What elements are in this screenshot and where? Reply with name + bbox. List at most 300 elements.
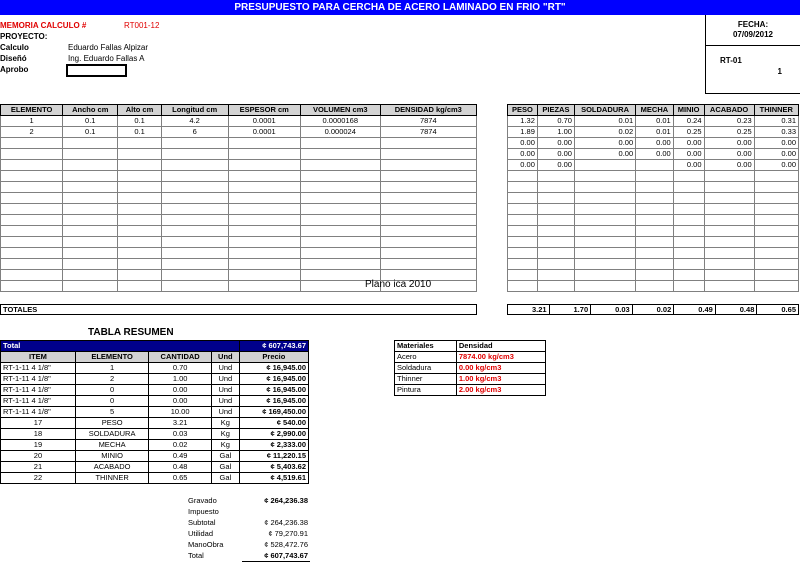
- empty-cell[interactable]: [704, 182, 754, 193]
- empty-cell[interactable]: [300, 226, 380, 237]
- table-cell: 0.00: [754, 160, 798, 171]
- empty-cell[interactable]: [704, 248, 754, 259]
- empty-cell[interactable]: [754, 270, 798, 281]
- table-row: [1, 127, 477, 138]
- empty-cell[interactable]: [161, 149, 228, 160]
- fecha-value: 07/09/2012: [732, 30, 774, 39]
- empty-cell[interactable]: [161, 171, 228, 182]
- table-row: [1, 462, 309, 473]
- table-cell: 0.00: [704, 160, 754, 171]
- empty-cell[interactable]: [380, 259, 476, 270]
- col-header: MECHA: [636, 105, 674, 116]
- table-cell: 0.00: [704, 138, 754, 149]
- empty-cell[interactable]: [754, 182, 798, 193]
- empty-cell[interactable]: [1, 237, 63, 248]
- empty-cell[interactable]: [380, 182, 476, 193]
- empty-cell[interactable]: [161, 259, 228, 270]
- empty-cell[interactable]: [380, 149, 476, 160]
- empty-cell[interactable]: [673, 226, 704, 237]
- empty-cell[interactable]: [508, 215, 538, 226]
- empty-cell[interactable]: [574, 248, 635, 259]
- empty-cell[interactable]: [63, 193, 118, 204]
- empty-cell[interactable]: [1, 248, 63, 259]
- empty-cell[interactable]: [161, 270, 228, 281]
- empty-cell[interactable]: [63, 171, 118, 182]
- empty-cell[interactable]: [161, 248, 228, 259]
- empty-cell[interactable]: [118, 149, 161, 160]
- table-cell: 0.00: [537, 160, 574, 171]
- table-row: [1, 374, 309, 385]
- empty-cell[interactable]: [161, 204, 228, 215]
- empty-cell[interactable]: [754, 193, 798, 204]
- empty-cell[interactable]: [574, 281, 635, 292]
- table-cell: 0.00: [673, 149, 704, 160]
- table-cell: 19: [1, 440, 76, 451]
- resumen-total-value: ¢ 607,743.67: [239, 341, 308, 352]
- material-density: 2.00 kg/cm3: [456, 385, 545, 396]
- totales-label: TOTALES: [1, 305, 477, 315]
- empty-cell[interactable]: [228, 149, 300, 160]
- selected-cell[interactable]: [66, 64, 127, 77]
- empty-cell[interactable]: [161, 193, 228, 204]
- table-row: [508, 138, 799, 149]
- empty-cell[interactable]: [508, 259, 538, 270]
- empty-cell[interactable]: [161, 182, 228, 193]
- empty-cell[interactable]: [228, 270, 300, 281]
- empty-cell[interactable]: [300, 182, 380, 193]
- material-density: 1.00 kg/cm3: [456, 374, 545, 385]
- table-cell: THINNER: [75, 473, 148, 484]
- empty-cell[interactable]: [228, 204, 300, 215]
- empty-cell[interactable]: [300, 204, 380, 215]
- footer-value: ¢ 607,743.67: [242, 550, 310, 562]
- table-row: [508, 248, 799, 259]
- empty-cell[interactable]: [704, 204, 754, 215]
- empty-cell[interactable]: [1, 160, 63, 171]
- col-header: CANTIDAD: [149, 352, 212, 363]
- table-row: [1, 193, 477, 204]
- resumen-title: TABLA RESUMEN: [88, 327, 174, 338]
- empty-cell[interactable]: [228, 248, 300, 259]
- empty-cell[interactable]: [118, 226, 161, 237]
- empty-cell[interactable]: [380, 193, 476, 204]
- material-density: 7874.00 kg/cm3: [456, 352, 545, 363]
- empty-cell[interactable]: [118, 171, 161, 182]
- table-cell: 0.49: [149, 451, 212, 462]
- table-cell: SOLDADURA: [75, 429, 148, 440]
- table-cell: 0.0001: [228, 127, 300, 138]
- table-cell: RT-1-11 4 1/8": [1, 363, 76, 374]
- table-row: [395, 385, 546, 396]
- empty-cell[interactable]: [300, 248, 380, 259]
- table-cell: 4.2: [161, 116, 228, 127]
- empty-cell[interactable]: [636, 259, 674, 270]
- empty-cell[interactable]: [754, 281, 798, 292]
- empty-cell[interactable]: [118, 248, 161, 259]
- empty-cell[interactable]: [636, 171, 674, 182]
- table-cell: 2: [1, 127, 63, 138]
- memoria-label: MEMORIA CALCULO #: [0, 21, 87, 30]
- material-calc-table: [507, 104, 799, 292]
- table-cell: 0: [75, 385, 148, 396]
- table-row: [1, 248, 477, 259]
- col-header: ELEMENTO: [75, 352, 148, 363]
- empty-cell[interactable]: [574, 270, 635, 281]
- table-cell: RT-1-11 4 1/8": [1, 374, 76, 385]
- empty-cell[interactable]: [673, 215, 704, 226]
- empty-cell[interactable]: [537, 182, 574, 193]
- table-cell: 18: [1, 429, 76, 440]
- table-row: [1, 182, 477, 193]
- footer-label: Subtotal: [188, 518, 216, 527]
- empty-cell[interactable]: [1, 259, 63, 270]
- table-cell: 20: [1, 451, 76, 462]
- footer-row: [186, 495, 310, 506]
- empty-cell[interactable]: [63, 259, 118, 270]
- empty-cell[interactable]: [1, 138, 63, 149]
- empty-cell[interactable]: [508, 226, 538, 237]
- empty-cell[interactable]: [161, 138, 228, 149]
- empty-cell[interactable]: [380, 248, 476, 259]
- sheet-title: PRESUPUESTO PARA CERCHA DE ACERO LAMINADO EN FRIO "RT": [0, 0, 800, 15]
- empty-cell[interactable]: [380, 160, 476, 171]
- table-row: [1, 215, 477, 226]
- table-cell: 0.24: [673, 116, 704, 127]
- table-cell: 0.01: [636, 127, 674, 138]
- table-cell: 0.000024: [300, 127, 380, 138]
- empty-cell[interactable]: [1, 182, 63, 193]
- empty-cell[interactable]: [63, 204, 118, 215]
- table-cell: MINIO: [75, 451, 148, 462]
- empty-cell[interactable]: [574, 259, 635, 270]
- calculo-value: Eduardo Fallas Alpizar: [68, 43, 149, 52]
- empty-cell[interactable]: [754, 226, 798, 237]
- table-cell: 0.31: [754, 116, 798, 127]
- empty-cell[interactable]: [673, 182, 704, 193]
- empty-cell[interactable]: [537, 171, 574, 182]
- empty-cell[interactable]: [508, 182, 538, 193]
- table-cell: 0.65: [149, 473, 212, 484]
- table-cell: 1.89: [508, 127, 538, 138]
- table-row: [1, 149, 477, 160]
- empty-cell[interactable]: [1, 215, 63, 226]
- empty-cell[interactable]: [300, 237, 380, 248]
- table-cell: 0.00: [673, 160, 704, 171]
- empty-cell[interactable]: [161, 226, 228, 237]
- empty-cell[interactable]: [228, 138, 300, 149]
- empty-cell[interactable]: [704, 237, 754, 248]
- empty-cell[interactable]: [508, 171, 538, 182]
- table-row: [508, 182, 799, 193]
- col-header: Und: [211, 352, 239, 363]
- table-cell: 1.00: [537, 127, 574, 138]
- table-row: [1, 116, 477, 127]
- empty-cell[interactable]: [300, 259, 380, 270]
- table-cell: Und: [211, 363, 239, 374]
- empty-cell[interactable]: [118, 204, 161, 215]
- material-name: Thinner: [395, 374, 457, 385]
- table-cell: 0.00: [537, 138, 574, 149]
- empty-cell[interactable]: [574, 215, 635, 226]
- empty-cell[interactable]: [161, 160, 228, 171]
- table-cell: ¢ 169,450.00: [239, 407, 308, 418]
- empty-cell[interactable]: [380, 204, 476, 215]
- empty-cell[interactable]: [574, 226, 635, 237]
- table-cell: Kg: [211, 440, 239, 451]
- table-cell: ¢ 540.00: [239, 418, 308, 429]
- aprobo-label: Aprobo: [0, 65, 29, 74]
- col-header: PESO: [508, 105, 538, 116]
- empty-cell[interactable]: [161, 237, 228, 248]
- empty-cell[interactable]: [636, 281, 674, 292]
- col-header: PIEZAS: [537, 105, 574, 116]
- empty-cell[interactable]: [673, 281, 704, 292]
- table-cell: 0.1: [118, 116, 161, 127]
- empty-cell[interactable]: [673, 171, 704, 182]
- table-cell: 0.02: [574, 127, 635, 138]
- empty-cell[interactable]: [754, 215, 798, 226]
- empty-cell[interactable]: [63, 226, 118, 237]
- table-cell: 0.02: [149, 440, 212, 451]
- table-row: [1, 418, 309, 429]
- footer-label: Gravado: [188, 496, 217, 505]
- table-cell: 0.48: [149, 462, 212, 473]
- table-row: [508, 270, 799, 281]
- empty-cell[interactable]: [118, 259, 161, 270]
- empty-cell[interactable]: [673, 237, 704, 248]
- empty-cell[interactable]: [380, 171, 476, 182]
- table-row: [508, 171, 799, 182]
- empty-cell[interactable]: [574, 204, 635, 215]
- empty-cell[interactable]: [537, 270, 574, 281]
- empty-cell[interactable]: [704, 215, 754, 226]
- table-cell: 0.1: [118, 127, 161, 138]
- empty-cell[interactable]: [636, 248, 674, 259]
- empty-cell[interactable]: [574, 171, 635, 182]
- material-name: Acero: [395, 352, 457, 363]
- table-row: [1, 259, 477, 270]
- empty-cell[interactable]: [673, 270, 704, 281]
- empty-cell[interactable]: [1, 171, 63, 182]
- table-cell: ¢ 2,990.00: [239, 429, 308, 440]
- empty-cell[interactable]: [754, 237, 798, 248]
- empty-cell[interactable]: [118, 193, 161, 204]
- empty-cell[interactable]: [228, 259, 300, 270]
- empty-cell[interactable]: [118, 281, 161, 292]
- empty-cell[interactable]: [636, 226, 674, 237]
- empty-cell[interactable]: [228, 193, 300, 204]
- empty-cell[interactable]: [537, 248, 574, 259]
- table-cell: RT-1-11 4 1/8": [1, 396, 76, 407]
- empty-cell[interactable]: [537, 281, 574, 292]
- empty-cell[interactable]: [118, 182, 161, 193]
- col-header: Materiales: [395, 341, 457, 352]
- footer-value: ¢ 264,236.38: [264, 518, 308, 527]
- empty-cell[interactable]: [1, 149, 63, 160]
- table-cell: Gal: [211, 451, 239, 462]
- empty-cell[interactable]: [673, 193, 704, 204]
- table-cell: 0.25: [673, 127, 704, 138]
- table-cell: RT-1-11 4 1/8": [1, 407, 76, 418]
- table-cell: MECHA: [75, 440, 148, 451]
- empty-cell[interactable]: [754, 204, 798, 215]
- col-header: MINIO: [673, 105, 704, 116]
- empty-cell[interactable]: [1, 204, 63, 215]
- table-cell: 1: [1, 116, 63, 127]
- footer-value: ¢ 264,236.38: [264, 496, 308, 505]
- table-row: [508, 259, 799, 270]
- empty-cell[interactable]: [63, 281, 118, 292]
- table-row: [508, 215, 799, 226]
- footer-label: ManoObra: [188, 540, 224, 549]
- col-header: THINNER: [754, 105, 798, 116]
- empty-cell[interactable]: [118, 138, 161, 149]
- empty-cell[interactable]: [63, 237, 118, 248]
- empty-cell[interactable]: [754, 248, 798, 259]
- empty-cell[interactable]: [704, 259, 754, 270]
- empty-cell[interactable]: [300, 149, 380, 160]
- empty-cell[interactable]: [300, 193, 380, 204]
- empty-cell[interactable]: [63, 138, 118, 149]
- table-row: [508, 116, 799, 127]
- empty-cell[interactable]: [380, 215, 476, 226]
- empty-cell[interactable]: [704, 270, 754, 281]
- table-cell: ¢ 16,945.00: [239, 363, 308, 374]
- empty-cell[interactable]: [636, 193, 674, 204]
- empty-cell[interactable]: [754, 171, 798, 182]
- empty-cell[interactable]: [508, 237, 538, 248]
- empty-cell[interactable]: [754, 259, 798, 270]
- empty-cell[interactable]: [636, 237, 674, 248]
- empty-cell[interactable]: [508, 248, 538, 259]
- empty-cell[interactable]: [228, 237, 300, 248]
- table-cell: 0.00: [673, 138, 704, 149]
- empty-cell[interactable]: [300, 138, 380, 149]
- empty-cell[interactable]: [228, 160, 300, 171]
- empty-cell[interactable]: [161, 281, 228, 292]
- empty-cell[interactable]: [673, 248, 704, 259]
- col-header: ESPESOR cm: [228, 105, 300, 116]
- empty-cell[interactable]: [63, 270, 118, 281]
- table-cell: 0: [75, 396, 148, 407]
- empty-cell[interactable]: [574, 182, 635, 193]
- empty-cell[interactable]: [636, 215, 674, 226]
- empty-cell[interactable]: [228, 182, 300, 193]
- table-cell: Kg: [211, 429, 239, 440]
- empty-cell[interactable]: [636, 270, 674, 281]
- empty-cell[interactable]: [228, 226, 300, 237]
- empty-cell[interactable]: [228, 281, 300, 292]
- empty-cell[interactable]: [537, 237, 574, 248]
- table-cell: 5: [75, 407, 148, 418]
- empty-cell[interactable]: [63, 215, 118, 226]
- empty-cell[interactable]: [1, 270, 63, 281]
- footer-label: Total: [188, 551, 204, 561]
- empty-cell[interactable]: [1, 226, 63, 237]
- empty-cell[interactable]: [1, 193, 63, 204]
- table-cell: 0.00: [574, 138, 635, 149]
- empty-cell[interactable]: [704, 193, 754, 204]
- footer-row: [186, 539, 310, 550]
- empty-cell[interactable]: [636, 204, 674, 215]
- table-cell: 0.70: [149, 363, 212, 374]
- empty-cell[interactable]: [704, 281, 754, 292]
- table-row: [1, 385, 309, 396]
- empty-cell[interactable]: [118, 215, 161, 226]
- empty-cell[interactable]: [300, 160, 380, 171]
- empty-cell[interactable]: [118, 270, 161, 281]
- totales-right: [507, 304, 799, 315]
- table-row: [1, 237, 477, 248]
- table-cell: Gal: [211, 473, 239, 484]
- table-cell: 7874: [380, 127, 476, 138]
- table-cell: 0.0001: [228, 116, 300, 127]
- total-cell: 0.49: [674, 305, 716, 315]
- col-header: Precio: [239, 352, 308, 363]
- empty-cell[interactable]: [161, 215, 228, 226]
- empty-cell[interactable]: [508, 193, 538, 204]
- empty-cell[interactable]: [300, 215, 380, 226]
- resumen-table: [0, 340, 309, 484]
- footer-row: [186, 550, 310, 562]
- table-row: [508, 160, 799, 171]
- table-row: [508, 149, 799, 160]
- empty-cell[interactable]: [118, 237, 161, 248]
- empty-cell[interactable]: [118, 160, 161, 171]
- table-cell: 6: [161, 127, 228, 138]
- col-header: SOLDADURA: [574, 105, 635, 116]
- empty-cell[interactable]: [508, 204, 538, 215]
- empty-cell[interactable]: [508, 270, 538, 281]
- table-row: [1, 451, 309, 462]
- table-cell: 1.32: [508, 116, 538, 127]
- table-cell: Gal: [211, 462, 239, 473]
- empty-cell[interactable]: [574, 237, 635, 248]
- table-cell: 0.00: [149, 385, 212, 396]
- empty-cell[interactable]: [63, 248, 118, 259]
- empty-cell[interactable]: [704, 226, 754, 237]
- empty-cell[interactable]: [537, 226, 574, 237]
- empty-cell[interactable]: [537, 193, 574, 204]
- empty-cell[interactable]: [228, 171, 300, 182]
- empty-cell[interactable]: [380, 226, 476, 237]
- empty-cell[interactable]: [537, 204, 574, 215]
- table-row: [508, 193, 799, 204]
- empty-cell[interactable]: [574, 193, 635, 204]
- empty-cell[interactable]: [63, 160, 118, 171]
- empty-cell[interactable]: [673, 259, 704, 270]
- footer-totals: [186, 495, 310, 562]
- empty-cell[interactable]: [228, 215, 300, 226]
- empty-cell[interactable]: [537, 215, 574, 226]
- table-cell: 0.70: [537, 116, 574, 127]
- empty-cell[interactable]: [380, 138, 476, 149]
- empty-cell[interactable]: [1, 281, 63, 292]
- empty-cell[interactable]: [63, 149, 118, 160]
- empty-cell[interactable]: [508, 281, 538, 292]
- table-cell: RT-1-11 4 1/8": [1, 385, 76, 396]
- empty-cell[interactable]: [380, 237, 476, 248]
- empty-cell[interactable]: [636, 182, 674, 193]
- table-cell: 2: [75, 374, 148, 385]
- table-cell: 7874: [380, 116, 476, 127]
- empty-cell[interactable]: [63, 182, 118, 193]
- empty-cell[interactable]: [704, 171, 754, 182]
- empty-cell[interactable]: [673, 204, 704, 215]
- col-header: ITEM: [1, 352, 76, 363]
- empty-cell[interactable]: [537, 259, 574, 270]
- empty-cell[interactable]: [300, 171, 380, 182]
